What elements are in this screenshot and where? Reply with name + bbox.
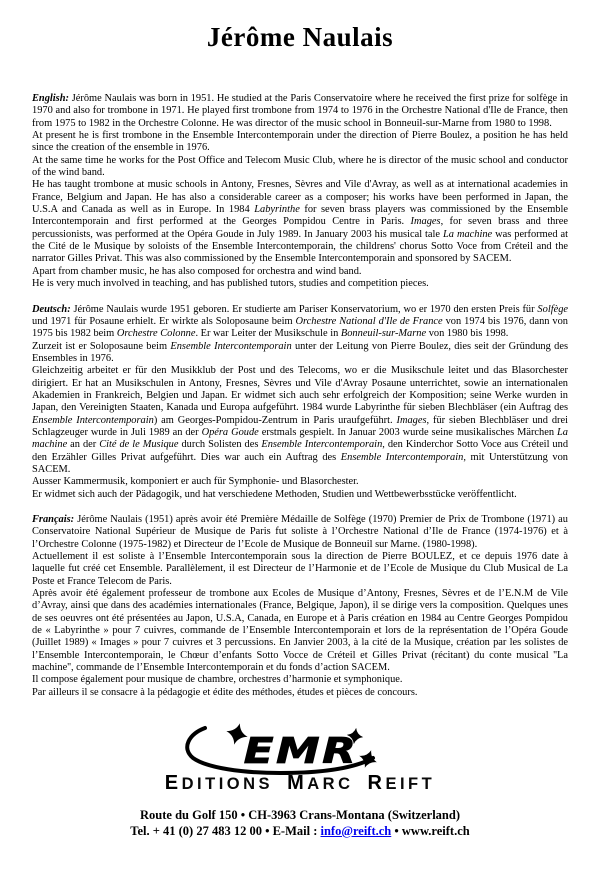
text-segment: Er widmet sich auch der Pädagogik, und hat verschiedene Methoden, Studien und Wettbewerbsstücke veröffentlicht. [32, 488, 517, 500]
bio-paragraph [32, 278, 568, 290]
text-segment: Il compose également pour musique de chambre, orchestres d’harmonie et symphonique. [32, 674, 403, 686]
bio-paragraph [32, 551, 568, 588]
text-segment: Opéra Goude [201, 426, 259, 438]
text-segment: Orchestre Colonne [116, 328, 196, 340]
text-segment: von 1980 bis 1998. [426, 328, 509, 340]
bio-sections [32, 93, 568, 712]
bio-paragraph [32, 130, 568, 155]
text-segment: was performed at the Cité de le Musique by soloists of the Ensemble Intercontemporain, the childrens' chorus Sotto Voce from Créteil and the narrator Gilles Privat. This was also commissioned by the Ensemble Intercontemporain and sponsored by SACEM. [32, 228, 568, 265]
bio-section-francais [32, 514, 568, 699]
bio-paragraph [32, 341, 568, 366]
address-footer [0, 808, 600, 839]
text-segment: von 1974 bis 1976, dann von 1975 bis 1982 beim [32, 315, 568, 340]
publisher-name-word: MARC [287, 772, 354, 794]
text-segment: Ausser Kammermusik, komponiert er auch für Symphonie- und Blasorchester. [32, 476, 359, 488]
text-segment: He is very much involved in teaching, and has published tutors, studies and competition pieces. [32, 278, 429, 290]
bio-paragraph [32, 674, 568, 686]
bio-paragraph [32, 489, 568, 501]
text-segment: Actuellement il est soliste à l’Ensemble Intercontemporain sous la direction de Pierre BOULEZ, et ce depuis 1976 date à laquelle fut créé cet Ensemble. Parallèlement, il est Directeur de l’Harmonie et de l’Ecole de Musique du Club Musical de La Poste et France Telecom de Paris. [32, 551, 568, 587]
text-segment: Images [410, 216, 441, 228]
publisher-name-word: EDITIONS [164, 772, 274, 794]
text-segment: ) am Georges-Pompidou-Zentrum in Paris uraufgeführt. [153, 414, 397, 426]
text-segment: At present he is first trombone in the Ensemble Intercontemporain under the direction of Pierre Boulez, a position he has held since the creation of the ensemble in 1976. [32, 130, 568, 154]
bio-paragraph [32, 179, 568, 265]
text-segment: Bonneuil-sur-Marne [340, 328, 427, 340]
text-segment: , for seven brass and three percussionists, was performed at the Opéra Goude in July 1989. In January 2003 his musical tale [32, 216, 569, 240]
contact-line [0, 824, 600, 840]
section-language-label: Deutsch: [32, 303, 74, 315]
bio-paragraph [32, 93, 568, 130]
publisher-logo-area [0, 712, 600, 795]
text-segment: He has taught trombone at music schools in Antony, Fresnes, Sèvres and Vile d'Avray, as well as at international academies in France, Belgium and Japan. He has also a considerable career as a composer; his works have been performed in Japan, the U.S.A and Canada as well as in Europe. In 1984 [32, 179, 568, 216]
publisher-name [0, 772, 600, 795]
text-segment: , mit Unterstützung von SACEM. [32, 451, 569, 475]
emr-acronym: EMR [243, 730, 359, 772]
bio-paragraph [32, 155, 568, 180]
text-segment: Images [396, 414, 427, 426]
section-language-label: Français: [32, 514, 78, 525]
emr-logo [185, 712, 415, 778]
section-language-label: English: [32, 93, 72, 104]
bio-paragraph [32, 476, 568, 488]
text-segment: La machine [443, 228, 493, 240]
text-segment: Ensemble Intercontemporain [340, 451, 464, 463]
text-segment: Apart from chamber music, he has also composed for orchestra and wind band. [32, 265, 362, 277]
text-segment: , den Kinderchor Sotto Voce aus Créteil und den Erzähler Gilles Privat aufgeführt. Dies war auch ein Auftrag des [32, 439, 569, 463]
star-icon [356, 747, 380, 771]
text-segment: Solfège [537, 303, 569, 315]
text-segment: Ensemble Intercontemporain [261, 439, 383, 451]
bio-paragraph [32, 514, 568, 551]
text-segment: an der [67, 439, 100, 451]
bio-paragraph [32, 687, 568, 699]
text-segment: Jérôme Naulais was born in 1951. He studied at the Paris Conservatoire where he received the first prize for solfège in 1970 and also for trombone in 1971. He played first trombone from 1974 to 1976 in the Orchestre National d'Ile de France, then from 1975 to 1982 in the Orchestre Colonne. He was director of the music school in Bonneuil-sur-Marne from 1980 to 1998. [32, 93, 569, 129]
publisher-name-word: REIFT [367, 772, 436, 794]
website-suffix: • www.reift.ch [391, 823, 470, 838]
text-segment: At the same time he works for the Post Office and Telecom Music Club, where he is director of the music school and conductor of the wind band. [32, 154, 568, 179]
phone-email-prefix: Tel. + 41 (0) 27 483 12 00 • E-Mail : [130, 823, 321, 838]
text-segment: Par ailleurs il se consacre à la pédagogie et édite des méthodes, études et pièces de concours. [32, 686, 418, 698]
text-segment: Zurzeit ist er Soloposaune beim [32, 340, 171, 352]
bio-paragraph [32, 365, 568, 476]
bio-paragraph [32, 266, 568, 278]
text-segment: Orchestre National d'Ile de France [295, 315, 443, 327]
text-segment: Ensemble Intercontemporain [170, 340, 292, 352]
text-segment: erstmals gespielt. In Januar 2003 wurde seine musikalisches Märchen [258, 426, 557, 438]
document-page [0, 22, 600, 871]
bio-section-english [32, 93, 568, 291]
text-segment: Jérôme Naulais (1951) après avoir été Première Médaille de Solfège (1970) Premier de Prix de Trombone (1971) au Conservatoire National Supérieur de Musique de Paris fut soliste à l’Orchestre National d’Ile de France (1974-1976) et à l’Orchestre Colonne (1975-1982) et Directeur de l’Ecole de Musique de Bonneuil sur Marne. (1980-1998). [32, 514, 568, 550]
email-link[interactable]: info@reift.ch [320, 823, 392, 838]
bio-paragraph [32, 588, 568, 674]
text-segment: Ensemble Intercontemporain [32, 414, 154, 426]
text-segment: , für sieben Blechbläser und drei Schlagzeuger wurde in Juli 1989 an der [32, 414, 568, 438]
bio-paragraph [32, 304, 568, 341]
text-segment: Gleichzeitig arbeitet er für den Musikklub der Post und des Telecoms, wo er die Musikschule leitet und das Blasorchester dirigiert. Er hat an Musikschulen in Antony, Fresnes, Sèvres und Vile d'Avray Posaune unterrichtet, sowie an internationalen Akademien in Frankreich, Belgien und Japan. Er widmet sich auch sehr erfolgreich der Komposition; seine Werke wurden in Japan, den Vereinigten Staaten, Kanada und Europa aufgeführt. 1984 wurde Labyrinthe für sieben Blechbläser (ein Auftrag des [32, 365, 568, 414]
text-segment: Labyrinthe [254, 204, 300, 216]
text-segment: . Er war Leiter der Musikschule in [195, 328, 341, 340]
text-segment: und 1971 für Posaune erhielt. Er wirkte als Soloposaune beim [32, 315, 296, 327]
text-segment: Après avoir été également professeur de trombone aux Ecoles de Musique d’Antony, Fresnes, Sèvres et de l’E.N.M de Vile d’Avray, ainsi que dans des académies internationales (France, Belgique, Japon), il se dirige vers la composition. Quelques unes de ses oeuvres ont été présentées au Japon, U.S.A, Canada, en Europe et à Paris création en 1984 au Centre Georges Pompidou de « Labyrinthe » pour 7 cuivres, commande de l’Ensemble Intercontemporain et lors de la représentation de l’Opéra Goude (Juillet 1989) « Images » pour 7 cuivres et 3 percussions. En Janvier 2003, à la cité de la Musique, création par les solistes de l’Ensemble Intercontemporain, le Chœur d’enfants Sotto Vocce de Créteil et Gilles Privat (récitant) du conte musical ''La machine'', commande de l’Ensemble Intercontemporain et du fonds d’action SACEM. [32, 588, 568, 674]
bio-section-deutsch [32, 304, 568, 502]
text-segment: unter der Leitung von Pierre Boulez, dies seit der Gründung des Ensembles in 1976. [32, 340, 568, 364]
text-segment: durch Solisten des [178, 439, 262, 451]
page-title: Jérôme Naulais [206, 22, 394, 52]
text-segment: La machine [32, 426, 568, 451]
text-segment: Cité de le Musique [99, 439, 179, 451]
text-segment: Jérôme Naulais wurde 1951 geboren. Er studierte am Pariser Konservatorium, wo er 1970 den ersten Preis für [73, 303, 538, 315]
address-line: Route du Golf 150 • CH-3963 Crans-Montana (Switzerland) [140, 808, 460, 822]
text-segment: for seven brass players was commissioned by the Ensemble Intercontemporain and first performed at the Georges Pompidou Centre in Paris. [32, 204, 568, 228]
